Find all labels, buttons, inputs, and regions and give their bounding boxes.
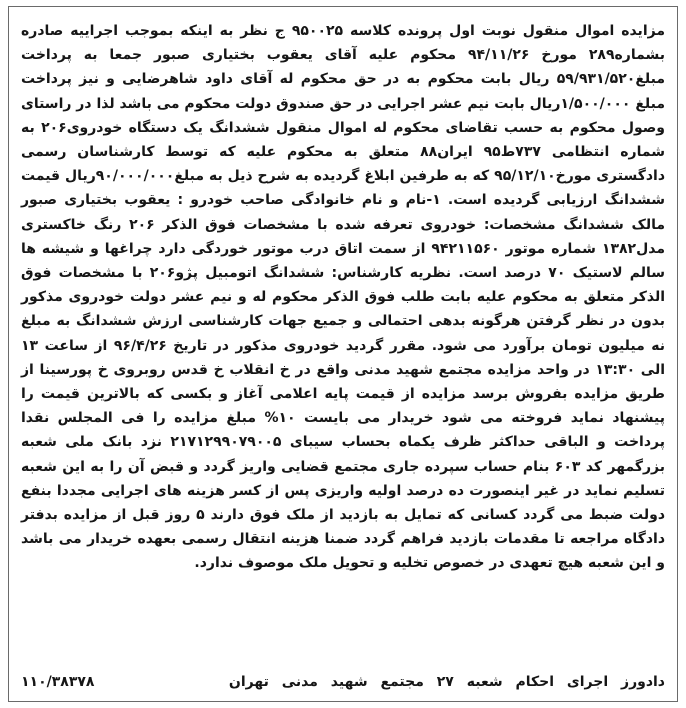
notice-issuer: دادورز اجرای احکام شعبه ۲۷ مجتمع شهید مدنی تهران: [228, 674, 665, 690]
auction-notice: [8, 6, 678, 702]
notice-footer: [21, 671, 665, 693]
notice-body-text: مزایده اموال منقول نوبت اول پرونده کلاسه ۹۵۰۰۲۵ ج نظر به اینکه بموجب اجراییه صادره بشماره۲۸۹ مورخ ۹۴/۱۱/۲۶ محکوم علیه آقای یعقوب بختیاری صبور جمعا به پرداخت مبلغ۵۹/۹۳۱/۵۲۰ ریال بابت محکوم به در حق محکوم له آقای داود شاهرضایی و نیز پرداخت مبلغ ۱/۵۰۰/۰۰۰ریال بابت نیم عشر اجرایی در حق صندوق دولت محکوم می باشد لذا در راستای وصول محکوم به حسب تقاضای محکوم له اموال منقول ششدانگ یک دستگاه خودروی۲۰۶ به شماره انتظامی ۷۳۷ط۹۵ ایران۸۸ متعلق به محکوم علیه که توسط کارشناسان رسمی دادگستری مورخ۹۵/۱۲/۱۰ که به طرفین ابلاغ گردیده به شرح ذیل به مبلغ۹۰/۰۰۰/۰۰۰ریال قیمت ششدانگ ارزیابی گردیده است. ۱-نام و نام خانوادگی صاحب خودرو : یعقوب بختیاری صبور مالک ششدانگ مشخصات: خودروی تعرفه شده با مشخصات فوق الذکر ۲۰۶ رنگ خاکستری مدل۱۳۸۲ شماره موتور ۹۴۲۱۱۵۶۰ از سمت اتاق درب موتور خوردگی دارد چراغها و شیشه ها سالم لاستیک ۷۰ درصد است. نظریه کارشناس: ششدانگ اتومبیل پژو۲۰۶ با مشخصات فوق الذکر متعلق به محکوم علیه بابت طلب فوق الذکر محکوم له و نیم عشر دولت خودروی مذکور بدون در نظر گرفتن هرگونه بدهی احتمالی و جمیع جهات کارشناسی ارزش ششدانگ به مبلغ نه میلیون تومان برآورد می شود. مقرر گردید خودروی مذکور در تاریخ ۹۶/۴/۲۶ از ساعت ۱۳ الی ۱۳:۳۰ در واحد مزایده مجتمع شهید مدنی واقع در خ انقلاب خ قدس روبروی خ پورسینا از طریق مزایده بفروش برسد مزایده از قیمت پایه اعلامی آغاز و بکسی که بالاترین قیمت را پیشنهاد نماید فروخته می شود خریدار می بایست ۱۰% مبلغ مزایده را فی المجلس نقدا پرداخت و الباقی حداکثر ظرف یکماه بحساب سیبای ۲۱۷۱۲۹۹۰۷۹۰۰۵ نزد بانک ملی شعبه بزرگمهر کد ۶۰۳ بنام حساب سپرده جاری مجتمع قضایی واریز گردد و قبض آن را به این شعبه تسلیم نماید در غیر اینصورت ده درصد اولیه واریزی پس از کسر هزینه های اجرایی مجددا بنفع دولت ضبط می گردد کسانی که تمایل به بازدید از ملک فوق دارند ۵ روز قبل از مزایده بدفتر دادگاه مراجعه تا مقدمات بازدید فراهم گردد ضمنا هزینه انتقال رسمی بعهده خریدار می باشد و این شعبه هیچ تعهدی در خصوص تخلیه و تحویل ملک موصوف ندارد.: [21, 23, 666, 572]
notice-reference-number: ۱۱۰/۳۸۳۷۸: [21, 674, 95, 690]
